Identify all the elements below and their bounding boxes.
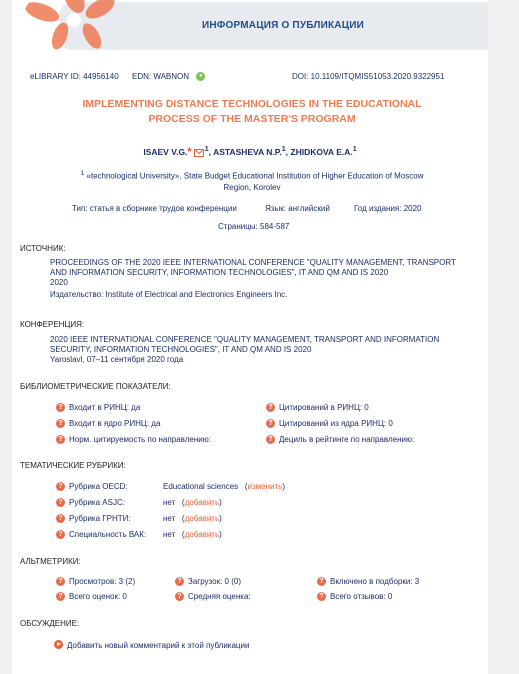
question-icon[interactable]: ?	[56, 435, 65, 444]
biblio-decile: Дециль в рейтинге по направлению:	[279, 435, 415, 444]
question-icon[interactable]: ?	[56, 577, 65, 586]
question-icon[interactable]: ?	[317, 577, 326, 586]
author-sup-1: 1	[204, 145, 209, 153]
conference-block	[50, 335, 470, 365]
biblio-heading: БИБЛИОМЕТРИЧЕСКИЕ ПОКАЗАТЕЛИ:	[20, 382, 171, 391]
question-icon[interactable]: ?	[56, 514, 65, 523]
source-year: 2020	[50, 278, 68, 287]
alt-downloads: Загрузок: 0 (0)	[188, 577, 241, 586]
alt-average: Средняя оценка:	[188, 592, 251, 601]
rubric-oecd-label: Рубрика OECD:	[69, 482, 128, 491]
conference-heading: КОНФЕРЕНЦИЯ:	[20, 320, 85, 329]
paper-title-line-1: IMPLEMENTING DISTANCE TECHNOLOGIES IN THE EDUCATIONAL	[82, 98, 422, 110]
publication-page	[12, 0, 488, 674]
authors-line	[12, 145, 488, 158]
rubric-vak-text: нет	[163, 530, 176, 539]
author-zhidkova[interactable]: ZHIDKOVA E.A.	[290, 146, 353, 157]
biblio-citations-core: Цитирований из ядра РИНЦ: 0	[279, 419, 393, 428]
rubric-grnti-value: нет (добавить)	[163, 514, 222, 523]
flower-logo-icon	[12, 0, 132, 54]
source-heading: ИСТОЧНИК:	[20, 244, 66, 253]
question-icon[interactable]: ?	[266, 403, 275, 412]
rubrics-heading: ТЕМАТИЧЕСКИЕ РУБРИКИ:	[20, 461, 126, 470]
edn-text: EDN: WABNON	[132, 72, 190, 81]
author-astasheva[interactable]: ASTASHEVA N.P.	[213, 146, 282, 157]
author-isaev[interactable]: ISAEV V.G.	[143, 146, 188, 157]
edn-id	[132, 72, 205, 81]
rubric-grnti-add-link[interactable]: добавить	[184, 514, 220, 523]
source-title-line-2[interactable]: AND INFORMATION SECURITY, INFORMATION TECHNOLOGIES", IT AND QM AND IS 2020	[50, 268, 389, 277]
doi-link[interactable]: DOI: 10.1109/ITQMIS51053.2020.9322951	[292, 72, 445, 81]
author-separator-1: ,	[208, 146, 214, 157]
question-icon[interactable]: ?	[317, 592, 326, 601]
author-sup-2: 1	[281, 145, 286, 153]
biblio-rinc-core: Входит в ядро РИНЦ: да	[69, 419, 161, 428]
rubric-oecd-text: Educational sciences	[163, 482, 239, 491]
envelope-icon[interactable]	[194, 149, 204, 157]
rubric-asjc-text: нет	[163, 498, 176, 507]
conference-place-date: Yaroslavl, 07–11 сентября 2020 года	[50, 355, 184, 364]
rubric-grnti-label: Рубрика ГРНТИ:	[69, 514, 131, 523]
rubric-grnti-text: нет	[163, 514, 176, 523]
source-publisher: Издательство: Institute of Electrical and Electronics Engineers Inc.	[50, 290, 288, 299]
publication-pages: Страницы: 584-587	[218, 222, 290, 231]
corresponding-star: *	[187, 145, 192, 158]
discussion-heading: ОБСУЖДЕНИЕ:	[20, 619, 80, 628]
alt-reviews: Всего отзывов: 0	[330, 592, 393, 601]
rubric-oecd-value: Educational sciences (изменить)	[163, 482, 285, 491]
question-icon[interactable]: ?	[56, 419, 65, 428]
rubric-asjc-add-link[interactable]: добавить	[184, 498, 220, 507]
conference-title-line-2[interactable]: SECURITY, INFORMATION TECHNOLOGIES", IT AND QM AND IS 2020	[50, 345, 312, 354]
question-icon[interactable]: ?	[56, 498, 65, 507]
edn-link-icon[interactable]: ●	[196, 72, 205, 81]
alt-views: Просмотров: 3 (2)	[69, 577, 136, 586]
publication-language: Язык: английский	[265, 204, 330, 213]
publication-year: Год издания: 2020	[354, 204, 422, 213]
play-icon[interactable]	[54, 640, 63, 649]
alt-ratings: Всего оценок: 0	[69, 592, 127, 601]
rubric-vak-label: Специальность ВАК:	[69, 530, 147, 539]
biblio-citations: Цитирований в РИНЦ: 0	[279, 403, 369, 412]
elibrary-id: eLIBRARY ID: 44956140	[30, 72, 119, 81]
header-title: ИНФОРМАЦИЯ О ПУБЛИКАЦИИ	[202, 20, 364, 31]
paper-title	[42, 97, 462, 127]
publication-type: Тип: статья в сборнике трудов конференции	[72, 204, 237, 213]
rubric-vak-add-link[interactable]: добавить	[184, 530, 220, 539]
affiliation	[72, 168, 432, 193]
rubric-asjc-value: нет (добавить)	[163, 498, 222, 507]
affiliation-sup: 1	[80, 170, 85, 177]
question-icon[interactable]: ?	[175, 592, 184, 601]
source-block	[50, 258, 470, 300]
question-icon[interactable]: ?	[56, 482, 65, 491]
question-icon[interactable]: ?	[175, 577, 184, 586]
add-comment-link[interactable]: Добавить новый комментарий к этой публикации	[67, 641, 250, 650]
altmetrics-heading: АЛЬТМЕТРИКИ:	[20, 557, 81, 566]
question-icon[interactable]: ?	[266, 435, 275, 444]
biblio-norm-citation: Норм. цитируемость по направлению:	[69, 435, 211, 444]
source-title-line-1[interactable]: PROCEEDINGS OF THE 2020 IEEE INTERNATIONAL CONFERENCE "QUALITY MANAGEMENT, TRANSPORT	[50, 258, 456, 267]
page-header	[12, 0, 488, 54]
author-sup-3: 1	[352, 145, 357, 153]
rubric-asjc-label: Рубрика ASJC:	[69, 498, 125, 507]
question-icon[interactable]: ?	[266, 419, 275, 428]
paper-title-line-2: PROCESS OF THE MASTER'S PROGRAM	[148, 113, 356, 125]
question-icon[interactable]: ?	[56, 403, 65, 412]
affiliation-text[interactable]: «technological University», State Budget Educational Institution of Higher Education of Moscow Region, Korolev	[84, 171, 424, 192]
conference-title-line-1[interactable]: 2020 IEEE INTERNATIONAL CONFERENCE "QUALITY MANAGEMENT, TRANSPORT AND INFORMATION	[50, 335, 440, 344]
biblio-rinc: Входит в РИНЦ: да	[69, 403, 141, 412]
question-icon[interactable]: ?	[56, 530, 65, 539]
author-separator-2: ,	[285, 146, 291, 157]
rubric-vak-value: нет (добавить)	[163, 530, 222, 539]
question-icon[interactable]: ?	[56, 592, 65, 601]
alt-collections: Включено в подборки: 3	[330, 577, 420, 586]
rubric-oecd-change-link[interactable]: изменить	[247, 482, 283, 491]
